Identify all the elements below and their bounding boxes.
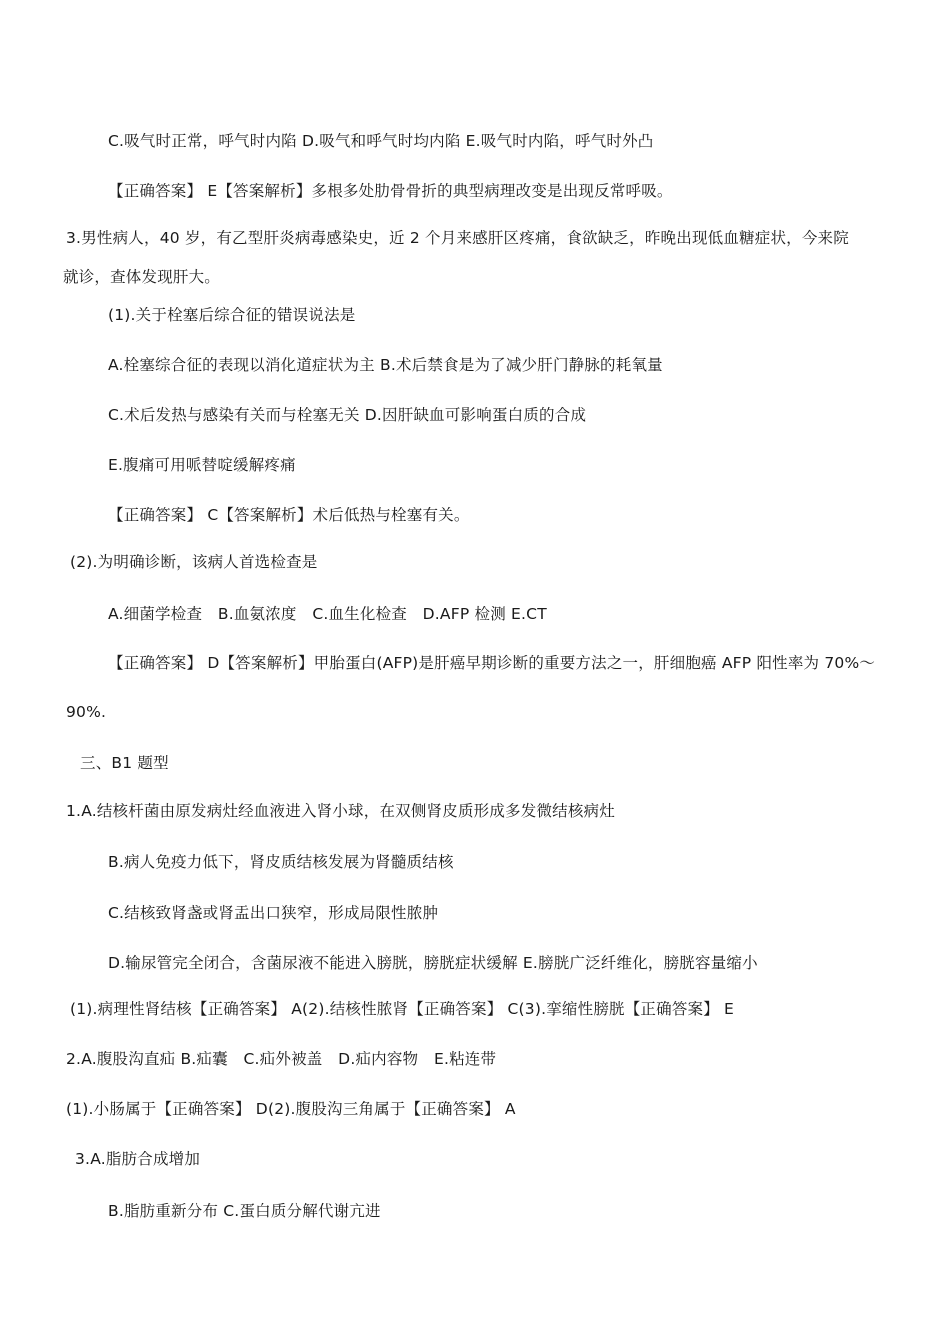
text-line: 【正确答案】 C【答案解析】术后低热与栓塞有关。 — [108, 506, 470, 524]
text-line: 2.A.腹股沟直疝 B.疝囊 C.疝外被盖 D.疝内容物 E.粘连带 — [66, 1050, 497, 1068]
text-line: C.结核致肾盏或肾盂出口狭窄，形成局限性脓肿 — [108, 904, 439, 922]
text-line: 【正确答案】 E【答案解析】多根多处肋骨骨折的典型病理改变是出现反常呼吸。 — [108, 182, 673, 200]
text-line: A.细菌学检查 B.血氨浓度 C.血生化检查 D.AFP 检测 E.CT — [108, 605, 547, 623]
text-line: E.腹痛可用哌替啶缓解疼痛 — [108, 456, 296, 474]
text-line: 1.A.结核杆菌由原发病灶经血液进入肾小球，在双侧肾皮质形成多发微结核病灶 — [66, 802, 615, 820]
text-line: B.脂肪重新分布 C.蛋白质分解代谢亢进 — [108, 1202, 381, 1220]
text-line: (1).关于栓塞后综合征的错误说法是 — [108, 306, 356, 324]
section-heading: 三、B1 题型 — [80, 754, 169, 772]
text-line: C.吸气时正常，呼气时内陷 D.吸气和呼气时均内陷 E.吸气时内陷，呼气时外凸 — [108, 132, 654, 150]
text-line: (1).病理性肾结核【正确答案】 A(2).结核性脓肾【正确答案】 C(3).挛缩性膀胱【正确答案】 E — [70, 1000, 735, 1018]
text-line: 3.男性病人，40 岁，有乙型肝炎病毒感染史，近 2 个月来感肝区疼痛，食欲缺乏，昨晚出现低血糖症状，今来院 — [66, 229, 849, 247]
text-line: 就诊，查体发现肝大。 — [63, 268, 221, 286]
text-line: D.输尿管完全闭合，含菌尿液不能进入膀胱，膀胱症状缓解 E.膀胱广泛纤维化，膀胱容量缩小 — [108, 954, 758, 972]
text-line: A.栓塞综合征的表现以消化道症状为主 B.术后禁食是为了减少肝门静脉的耗氧量 — [108, 356, 663, 374]
text-line: 90%. — [66, 703, 107, 721]
text-line: (2).为明确诊断，该病人首选检查是 — [70, 553, 318, 571]
text-line: 3.A.脂肪合成增加 — [75, 1150, 201, 1168]
text-line: 【正确答案】 D【答案解析】甲胎蛋白(AFP)是肝癌早期诊断的重要方法之一，肝细胞癌 AFP 阳性率为 70%～ — [108, 654, 876, 672]
text-line: B.病人免疫力低下，肾皮质结核发展为肾髓质结核 — [108, 853, 454, 871]
text-line: C.术后发热与感染有关而与栓塞无关 D.因肝缺血可影响蛋白质的合成 — [108, 406, 587, 424]
text-line: (1).小肠属于【正确答案】 D(2).腹股沟三角属于【正确答案】 A — [66, 1100, 516, 1118]
